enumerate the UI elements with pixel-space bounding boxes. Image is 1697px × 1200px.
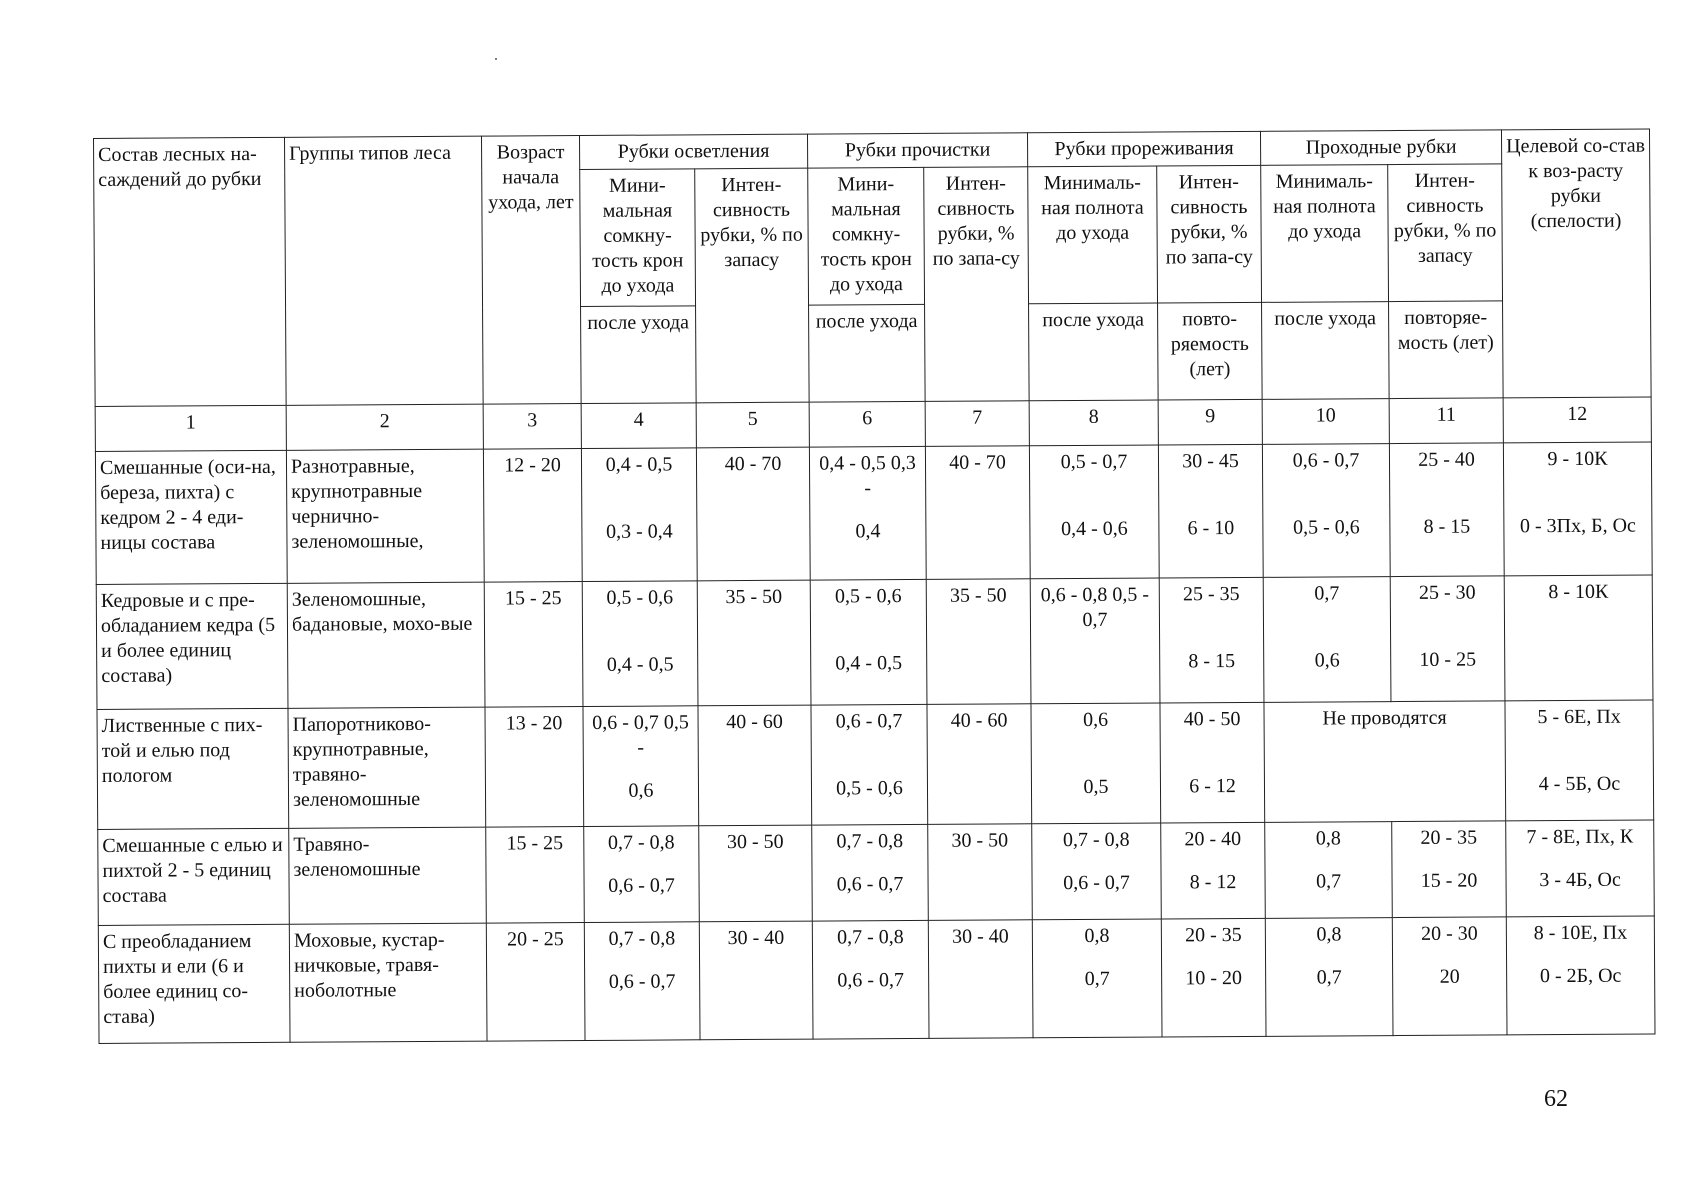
cell-proch-density [811,704,928,825]
table-row [97,700,1654,830]
table-row [95,442,1652,585]
cell-prorezh-intensity [1159,577,1264,703]
header-osv-min-density: Мини-мальная сомкну-тость крон до ухода [580,169,696,307]
value-before: 0,5 - 0,6 [606,586,674,609]
column-number: 3 [483,404,581,450]
value-target-secondary: 0 - 3Пх, Б, Ос [1519,514,1636,538]
cell-target [1505,700,1654,821]
value-after: 0,7 [1316,870,1342,893]
value-repeat: 8 - 15 [1188,650,1236,673]
cell-composition: Смешанные с елью и пихтой 2 - 5 единиц состава [98,828,290,925]
value-repeat: 10 - 25 [1419,648,1477,671]
value-after: 0,7 [1084,967,1110,990]
value-after: 0,7 [1316,966,1342,989]
cell-osv-intensity: 40 - 60 [698,705,812,826]
value-after: 0,6 [628,779,654,802]
cell-proch-intensity: 40 - 70 [925,446,1030,580]
value-before: 0,7 - 0,8 [836,926,904,949]
column-number: 7 [925,401,1029,447]
column-number: 5 [696,402,809,448]
value-target-secondary: 0 - 2Б, Ос [1539,964,1622,988]
column-number: 8 [1029,400,1158,446]
header-group-prorezhivanie: Рубки прореживания [1028,131,1261,166]
page-number: 62 [1544,1086,1568,1112]
header-forest-types: Группы типов леса [284,136,483,405]
value-intensity: 25 - 30 [1418,581,1476,604]
value-after: 0,6 - 0,7 [836,873,904,896]
column-number: 6 [809,401,925,447]
column-number: 10 [1262,399,1389,445]
header-osv-after: после ухода [581,306,697,404]
header-prohod-repeat: повторяе-мость (лет) [1389,301,1504,399]
value-before: 0,7 - 0,8 [607,831,675,854]
value-intensity: 25 - 40 [1418,448,1475,471]
cell-prohod-not-performed: Не проводятся [1264,701,1506,822]
value-after: 0,6 - 0,7 [608,970,676,993]
value-repeat: 6 - 12 [1189,775,1236,798]
value-before: 0,4 - 0,5 [605,453,673,476]
header-proch-after: после ухода [809,304,926,402]
cell-proch-intensity: 30 - 50 [928,824,1033,921]
value-target-main: 9 - 10К [1547,447,1608,471]
value-after: 0,4 [855,520,881,543]
cell-target: 8 - 10К [1504,575,1653,701]
column-number: 12 [1503,397,1651,443]
scan-speck [495,58,497,60]
column-number: 4 [581,403,696,449]
value-after: 0,6 - 0,7 [1063,871,1130,895]
cell-forest-types: Папоротниково-крупнотравные, травяно-зеленомошные [288,707,486,828]
cell-osv-density [582,581,698,707]
value-before: 0,4 - 0,5 0,3 - [819,451,916,500]
cell-prohod-fullness [1262,444,1390,578]
value-intensity: 20 - 30 [1420,922,1478,945]
value-target-secondary: 4 - 5Б, Ос [1538,772,1621,796]
value-before: 0,8 [1316,923,1342,946]
value-intensity: 20 - 35 [1184,923,1242,947]
value-intensity: 20 - 40 [1184,827,1242,851]
value-target-main: 7 - 8Е, Пх, К [1526,825,1634,849]
column-number: 9 [1158,399,1262,445]
value-target-secondary: 3 - 4Б, Ос [1539,868,1621,892]
forest-care-table [93,128,1656,1043]
header-prorezh-after: после ухода [1029,303,1159,401]
header-group-osvetlenie: Рубки осветления [579,134,807,169]
cell-age: 12 - 20 [483,449,582,583]
cell-prorezh-intensity [1158,444,1263,578]
cell-prohod-intensity [1390,576,1505,702]
value-target-main: 5 - 6Е, Пх [1537,705,1621,729]
cell-prohod-intensity [1389,443,1504,577]
cell-proch-intensity: 35 - 50 [926,579,1031,705]
header-prohod-intensity: Интен-сивность рубки, % по запасу [1388,164,1503,302]
cell-osv-density [584,922,700,1041]
cell-prohod-intensity [1392,821,1507,918]
cell-prohod-fullness [1265,822,1393,919]
value-before: 0,5 - 0,7 [1060,450,1128,474]
cell-age: 20 - 25 [486,923,585,1042]
cell-composition: Лиственные с пих-той и елью под пологом [97,708,289,829]
value-before: 0,6 - 0,7 [835,710,903,733]
cell-age: 15 - 25 [486,827,585,924]
value-after: 0,6 - 0,7 [608,874,675,897]
header-proch-intensity: Интен-сивность рубки, % по запа-су [924,167,1029,402]
value-after: 0,4 - 0,6 [1061,517,1128,541]
cell-composition: С преобладанием пихты и ели (6 и более единиц со-става) [98,924,290,1043]
value-after: 0,4 - 0,5 [835,652,903,675]
value-target-main: 8 - 10Е, Пх [1533,921,1628,945]
column-number: 11 [1389,398,1503,444]
cell-composition: Смешанные (оси-на, береза, пихта) с кедром 2 - 4 еди-ницы состава [95,450,287,584]
value-repeat: 20 [1439,965,1460,988]
header-target-composition: Целевой со-став к воз-расту рубки (спелости) [1501,129,1651,398]
cell-prorezh-fullness [1031,703,1161,824]
value-before: 0,6 - 0,7 0,5 - [592,711,689,759]
cell-prorezh-intensity [1161,822,1266,919]
cell-prorezh-intensity [1161,918,1266,1037]
value-intensity: 30 - 45 [1182,450,1239,473]
cell-age: 15 - 25 [484,582,583,708]
header-prorezh-intensity: Интен-сивность рубки, % по запа-су [1157,165,1262,303]
value-before: 0,8 [1084,924,1110,947]
cell-prorezh-fullness [1029,445,1159,579]
cell-proch-density [812,920,929,1039]
value-after: 0,4 - 0,5 [606,653,674,676]
table-row [98,820,1655,926]
header-prohod-min-fullness: Минималь-ная полнота до ухода [1261,165,1389,303]
cell-prorezh-fullness [1032,823,1162,920]
column-number: 2 [286,404,483,450]
value-before: 0,6 - 0,7 [1292,449,1360,472]
value-after: 0,5 [1083,775,1109,798]
cell-prorezh-fullness [1032,919,1162,1038]
cell-target [1506,820,1655,917]
value-before: 0,8 [1315,827,1341,850]
table-row [98,916,1655,1044]
value-intensity: 25 - 35 [1182,583,1240,606]
cell-forest-types: Разнотравные, крупнотравные чернично-зеленомошные, [286,449,484,583]
value-before: 0,5 - 0,6 [834,585,902,608]
value-before: 0,7 - 0,8 [608,927,676,950]
cell-prorezh-fullness: 0,6 - 0,8 0,5 - 0,7 [1030,578,1160,704]
cell-age: 13 - 20 [485,707,584,828]
header-proch-min-density: Мини-мальная сомкну-тость крон до ухода [808,167,925,305]
value-after: 0,3 - 0,4 [606,520,673,543]
cell-forest-types: Травяно-зеленомошные [289,827,487,924]
value-intensity: 20 - 35 [1420,826,1478,849]
cell-target [1506,916,1655,1035]
value-repeat: 8 - 12 [1189,871,1237,894]
cell-prohod-fullness [1263,577,1391,703]
header-group-prochistka: Рубки прочистки [807,133,1027,168]
header-composition: Состав лесных на-саждений до рубки [94,137,287,406]
value-before: 0,6 [1083,708,1109,731]
value-repeat: 10 - 20 [1185,966,1243,990]
header-prorezh-repeat: повто-ряемость (лет) [1158,302,1263,400]
value-after: 0,5 - 0,6 [836,777,903,800]
header-group-prohodnye: Проходные рубки [1260,130,1501,165]
cell-prohod-intensity [1392,917,1507,1036]
cell-proch-intensity: 40 - 60 [927,704,1032,825]
cell-prohod-fullness [1265,918,1393,1037]
cell-proch-density [810,579,927,705]
cell-target [1503,442,1652,576]
value-repeat: 8 - 15 [1423,515,1471,538]
value-before: 0,7 [1314,582,1340,605]
cell-prorezh-intensity [1160,702,1265,823]
header-osv-intensity: Интен-сивность рубки, % по запасу [695,168,809,403]
cell-osv-density [581,448,697,582]
cell-forest-types: Зеленомошные, бадановые, мохо-вые [287,582,485,708]
header-prohod-after: после ухода [1262,302,1390,400]
cell-osv-intensity: 30 - 40 [699,921,813,1040]
value-before: 0,7 - 0,8 [1062,828,1130,852]
value-after: 0,6 [1314,649,1340,672]
value-intensity: 40 - 50 [1183,708,1241,731]
table-row [96,575,1653,710]
cell-forest-types: Моховые, кустар-ничковые, травя-ноболотные [289,923,487,1042]
value-repeat: 6 - 10 [1187,517,1235,540]
header-prorezh-min-fullness: Минималь-ная полнота до ухода [1028,166,1158,304]
column-number: 1 [95,405,286,451]
cell-composition: Кедровые и с пре-обладанием кедра (5 и более единиц состава) [96,583,288,709]
cell-proch-density [809,446,926,580]
cell-osv-intensity: 40 - 70 [696,447,810,581]
value-repeat: 15 - 20 [1420,869,1478,892]
cell-osv-density [584,826,700,923]
cell-proch-intensity: 30 - 40 [928,920,1033,1039]
cell-osv-intensity: 30 - 50 [699,825,813,922]
value-after: 0,5 - 0,6 [1293,516,1360,539]
value-before: 0,7 - 0,8 [836,830,904,853]
cell-proch-density [812,824,929,921]
cell-osv-density [583,706,699,827]
value-after: 0,6 - 0,7 [837,969,905,992]
header-start-age: Возраст начала ухода, лет [481,136,581,405]
cell-osv-intensity: 35 - 50 [697,580,811,706]
